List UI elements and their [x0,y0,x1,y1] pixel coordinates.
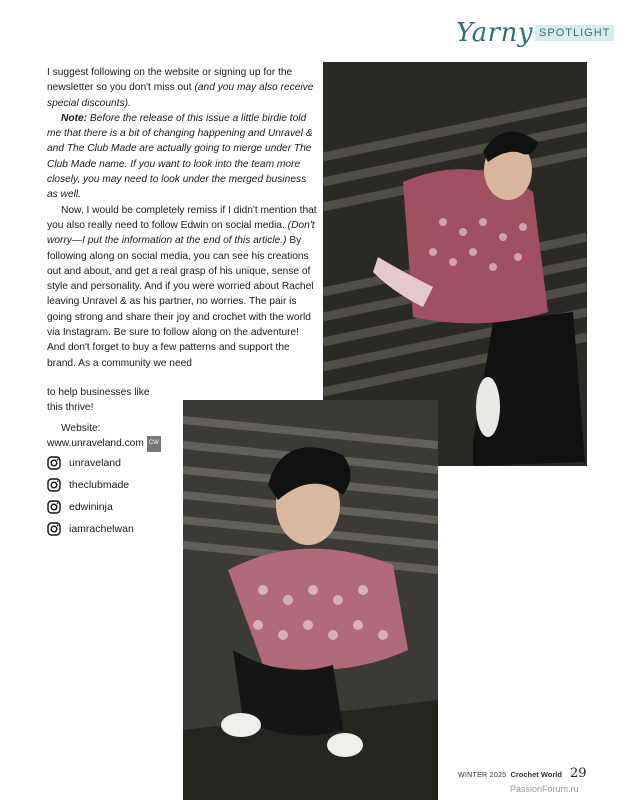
section-label: SPOTLIGHT [535,25,614,41]
magazine-name: Crochet World [510,770,562,779]
section-script-title: Yarny [456,18,534,48]
end-mark-badge: CW [147,436,161,451]
photo-sitting-illustration [183,400,438,800]
page-footer [458,766,587,781]
social-item[interactable] [47,500,113,514]
section-header [456,18,614,48]
instagram-icon [47,500,61,514]
article-wrap-lines: to help businesses like this thrive! [47,387,150,414]
social-item[interactable] [47,522,134,536]
website-line [47,436,161,451]
photo-sitting-portrait [183,400,438,800]
article-body [47,65,319,371]
instagram-icon [47,478,61,492]
social-handle: theclubmade [69,479,130,491]
paragraph-note: Note: Before the release of this issue a little birdie told me that there is a bit of changing happening and Unravel & and The Club Made are actually going to merge under The Club Made name. If you want to look into the team more closely, you may need to look under the merged business as well. [47,112,313,201]
website-label: Website: [61,423,101,434]
website-info [47,421,161,452]
social-item[interactable] [47,478,129,492]
website-link[interactable]: www.unraveland.com [47,438,144,450]
instagram-icon [47,456,61,470]
paragraph-social-media: Now, I would be completely remiss if I didn't mention that you also really need to follow Edwin on social media. (Don't worry—I put the information at the end of this article.) By following along on social media, you can see his creations out and about, and get a real grasp of his unique, sense of style and personality. And if you were worried about Rachel leaving Unravel & as his partner, no worries. The pair is going strong and share their joy and crochet with the world via Instagram. Be sure to follow along on the adventure! And don't forget to buy a few patterns and support the brand. As a community we need [47,204,317,369]
issue-label: WINTER 2025 [458,772,507,779]
social-handle: edwininja [69,501,113,513]
instagram-icon [47,522,61,536]
page-number: 29 [569,766,587,781]
paragraph-newsletter: I suggest following on the website or signing up for the newsletter so you don't miss out (and you may also receive special discounts). [47,67,314,109]
social-handle: unraveland [69,457,121,469]
social-handle: iamrachelwan [69,523,134,535]
social-item[interactable] [47,456,121,470]
site-watermark: PassionForum.ru [510,784,579,794]
